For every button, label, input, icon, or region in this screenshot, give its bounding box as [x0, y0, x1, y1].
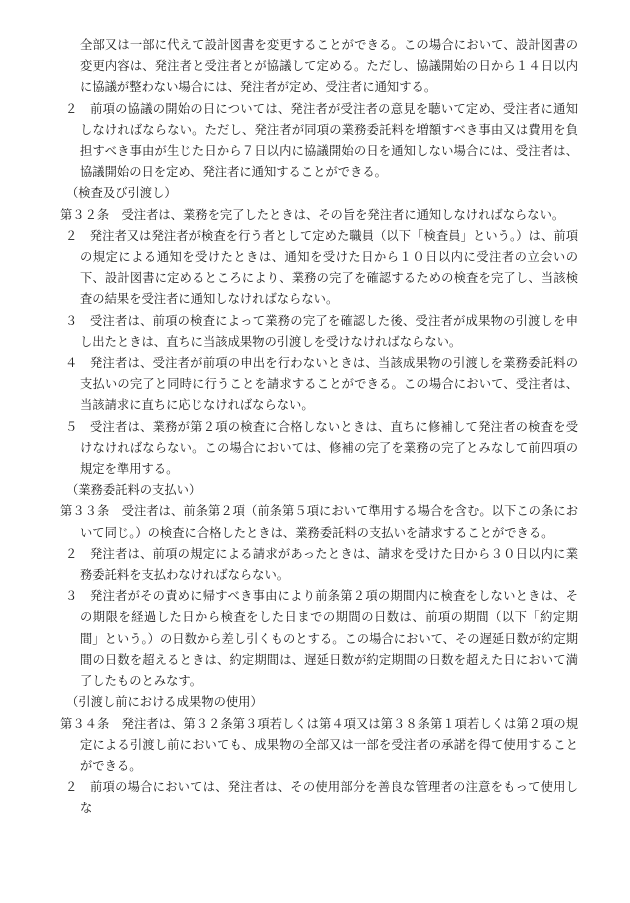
- document-body: [60, 35, 578, 820]
- paragraph-32-5: ５ 受注者は、業務が第２項の検査に合格しないときは、直ちに修補して発注者の検査を受けなければならない。この場合においては、修補の完了を業務の完了とみなして前四項の規定を準用する。: [65, 419, 578, 477]
- paragraph-31-2: ２ 前項の協議の開始の日については、発注者が受注者の意見を聴いて定め、受注者に通知しなければならない。ただし、発注者が同項の業務委託料を増額すべき事由又は費用を負担すべき事由が生じた日から７日以内に協議開始の日を通知しない場合には、受注者は、協議開始の日を定め、発注者に通知することができる。: [65, 101, 578, 180]
- section-heading-payment: （業務委託料の支払い）: [66, 483, 202, 498]
- article-34: 第３４条 発注者は、第３２条第３項若しくは第４項又は第３８条第１項若しくは第２項の規定による引渡し前においても、成果物の全部又は一部を受注者の承諾を得て使用することができる。: [60, 716, 578, 773]
- paragraph-32-2: ２ 発注者又は発注者が検査を行う者として定めた職員（以下「検査員」という。）は、前項の規定による通知を受けたときは、通知を受けた日から１０日以内に受注者の立会いの下、設計図書に定めるところにより、業務の完了を確認するための検査を完了し、当該検査の結果を受注者に通知しなければならない。: [65, 228, 578, 307]
- paragraph-33-2: ２ 発注者は、前項の規定による請求があったときは、請求を受けた日から３０日以内に業務委託料を支払わなければならない。: [65, 546, 578, 583]
- section-heading-use-before-delivery: （引渡し前における成果物の使用）: [66, 695, 263, 710]
- paragraph-34-2: ２ 前項の場合においては、発注者は、その使用部分を善良な管理者の注意をもって使用しな: [65, 780, 578, 816]
- paragraph-33-3: ３ 発注者がその責めに帰すべき事由により前条第２項の期間内に検査をしないときは、その期限を経過した日から検査をした日までの期間の日数は、前項の期間（以下「約定期間」という。）の日数から差し引くものとする。この場合において、その遅延日数が約定期間の日数を超えるときは、約定期間は、遅延日数が約定期間の日数を超えた日において満了したものとみなす。: [65, 589, 578, 689]
- section-heading-inspection: （検査及び引渡し）: [66, 186, 177, 201]
- article-32: 第３２条 受注者は、業務を完了したときは、その旨を発注者に通知しなければならない。: [60, 207, 565, 222]
- paragraph-32-3: ３ 受注者は、前項の検査によって業務の完了を確認した後、受注者が成果物の引渡しを申し出たときは、直ちに当該成果物の引渡しを受けなければならない。: [65, 313, 578, 349]
- article-33: 第３３条 受注者は、前条第２項（前条第５項において準用する場合を含む。以下この条において同じ。）の検査に合格したときは、業務委託料の支払いを請求することができる。: [60, 504, 578, 540]
- paragraph-continuation: 全部又は一部に代えて設計図書を変更することができる。この場合において、設計図書の変更内容は、発注者と受注者とが協議して定める。ただし、協議開始の日から１４日以内に協議が整わない場合には、発注者が定め、受注者に通知する。: [80, 38, 578, 95]
- paragraph-32-4: ４ 発注者は、受注者が前項の申出を行わないときは、当該成果物の引渡しを業務委託料の支払いの完了と同時に行うことを請求することができる。この場合において、受注者は、当該請求に直ちに応じなければならない。: [65, 356, 578, 413]
